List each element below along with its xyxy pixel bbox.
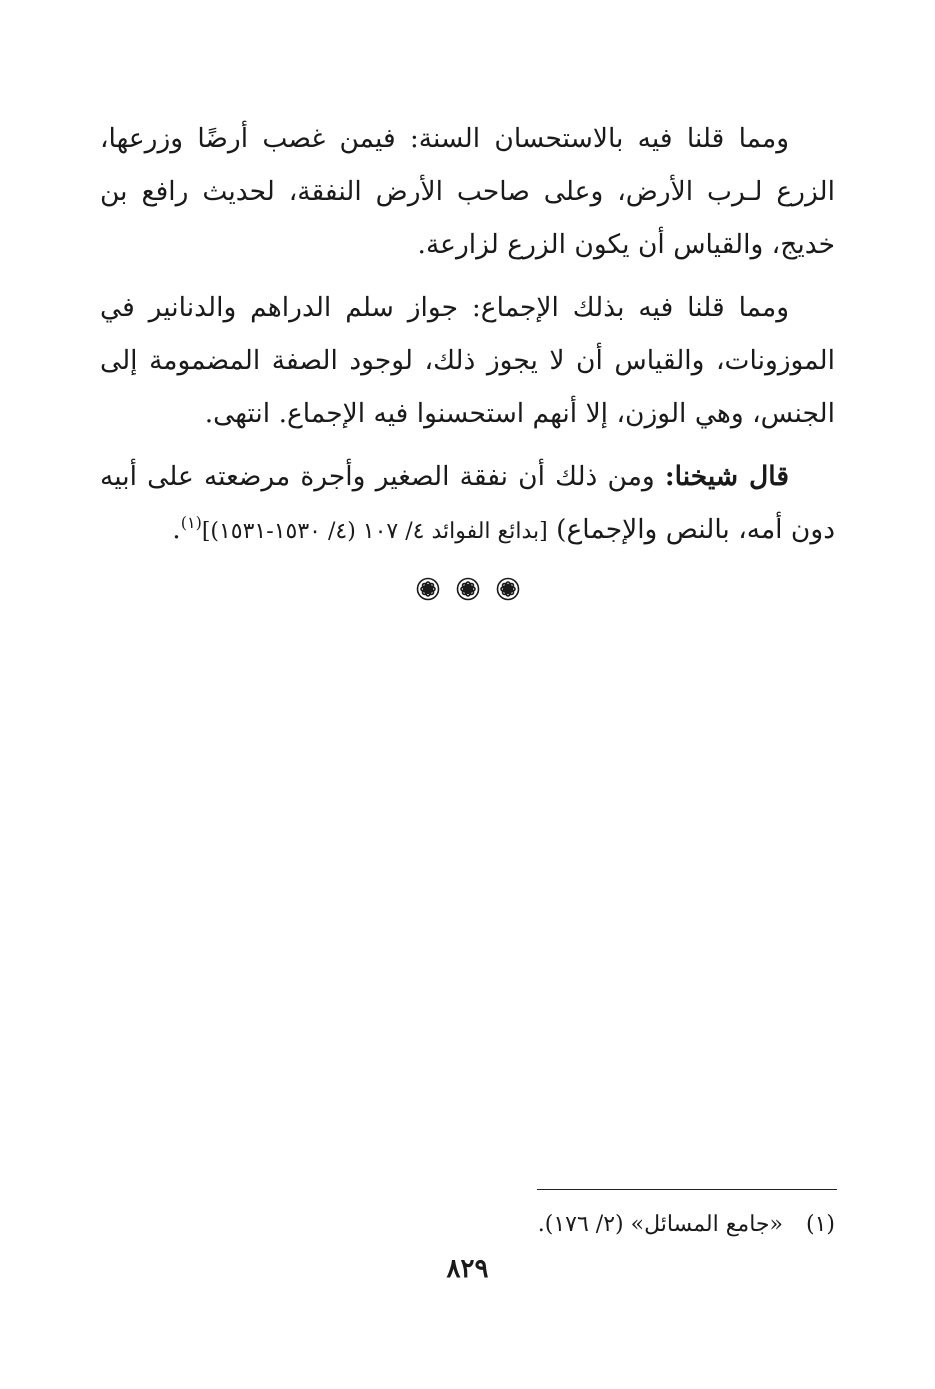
paragraph-shaykh-quote [100, 450, 835, 558]
footnote-number: (١) [805, 1212, 835, 1237]
flower-ornament-icon [455, 574, 481, 604]
main-text [100, 112, 835, 568]
page-number: ٨٢٩ [446, 1254, 489, 1284]
paragraph-istihsan-ijma [100, 281, 835, 440]
paragraph-text: ومن ذلك أن نفقة الصغير وأجرة مرضعته على أبيه دون أمه، بالنص والإجماع) [100, 461, 835, 545]
paragraph-end: . [172, 514, 181, 545]
footnote-marker[interactable]: (١) [180, 513, 202, 533]
flower-ornament-icon [415, 574, 441, 604]
footnote [135, 1208, 835, 1242]
paragraph-text: ومما قلنا فيه بذلك الإجماع: جواز سلم الدراهم والدنانير في الموزونات، والقياس أن لا يجوز ذلك، لوجود الصفة المضمومة إلى الجنس، وهي الوزن، إلا أنهم استحسنوا فيه الإجماع. انتهى. [100, 292, 835, 429]
footnote-separator [537, 1189, 837, 1190]
section-divider-ornaments [0, 574, 935, 604]
footnote-text: «جامع المسائل» (٢/ ١٧٦). [537, 1212, 783, 1237]
paragraph-istihsan-sunnah [100, 112, 835, 271]
flower-ornament-icon [495, 574, 521, 604]
paragraph-text: ومما قلنا فيه بالاستحسان السنة: فيمن غصب أرضًا وزرعها، الزرع لـرب الأرض، وعلى صاحب الأرض النفقة، لحديث رافع بن خديج، والقياس أن يكون الزرع لزارعة. [100, 123, 835, 260]
source-reference: [بدائع الفوائد ٤/ ١٠٧ (٤/ ١٥٣٠-١٥٣١)] [201, 519, 548, 544]
paragraph-lead: قال شيخنا: [664, 461, 789, 492]
